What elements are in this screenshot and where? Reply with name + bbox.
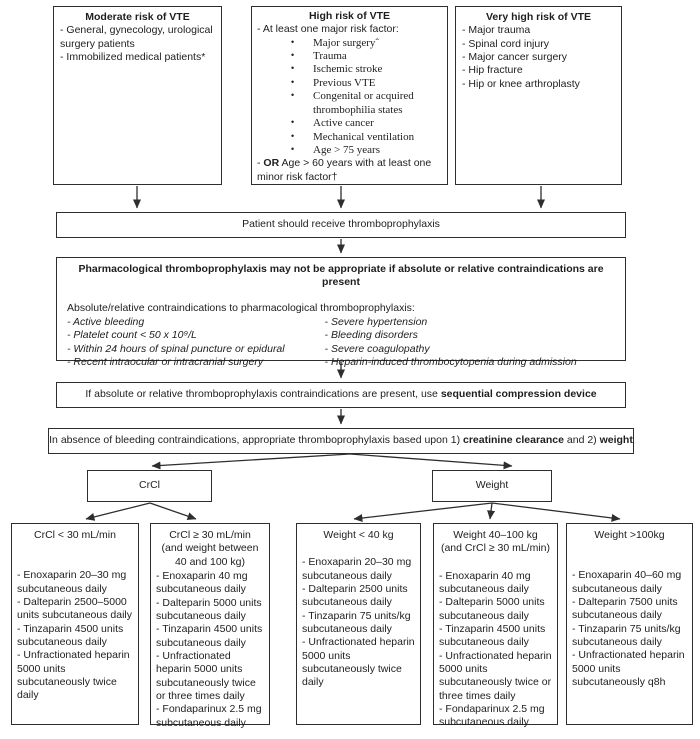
arrow bbox=[152, 454, 350, 466]
contraindication-item: - Within 24 hours of spinal puncture or epidural bbox=[67, 342, 285, 355]
sequential-compression-text: If absolute or relative thromboprophylaxis contraindications are present, use sequential compression device bbox=[85, 388, 597, 401]
protocol-title: Weight 40–100 kg bbox=[453, 529, 538, 541]
risk-bullet: • Major surgeryˆ bbox=[285, 37, 442, 50]
contraindication-item: - Recent intraocular or intracranial surgery bbox=[67, 355, 264, 368]
risk-bullet: • Active cancer bbox=[285, 117, 442, 130]
protocol-title: Weight < 40 kg bbox=[323, 529, 394, 541]
contraindication-item: - Heparin-induced thrombocytopenia during admission bbox=[324, 355, 577, 368]
bullet-icon: • bbox=[291, 117, 295, 128]
contraindications-intro: Absolute/relative contraindications to pharmacological thromboprophylaxis: bbox=[67, 301, 415, 314]
risk-box-very-high bbox=[455, 6, 622, 185]
protocol-box-crcl-normal bbox=[150, 523, 270, 729]
drug-item: - Tinzaparin 4500 units subcutaneous daily bbox=[439, 622, 546, 649]
risk-item: - Major trauma bbox=[462, 24, 531, 37]
protocol-box-weight-low bbox=[296, 523, 421, 725]
protocol-box-weight-mid bbox=[433, 523, 558, 729]
risk-box-very-high-title: Very high risk of VTE bbox=[485, 11, 592, 23]
risk-item: - Hip or knee arthroplasty bbox=[462, 77, 580, 90]
protocol-items bbox=[439, 570, 552, 730]
prophylaxis-basis-box bbox=[48, 428, 634, 454]
receive-text: Patient should receive thromboprophylaxis bbox=[242, 218, 440, 231]
drug-item: - Dalteparin 2500–5000 units subcutaneous daily bbox=[17, 595, 132, 622]
weight-branch-label: Weight bbox=[475, 479, 509, 492]
drug-item: - Unfractionated heparin 5000 units subcutaneously twice or three times daily bbox=[439, 649, 552, 702]
drug-item: - Fondaparinux 2.5 mg subcutaneous daily bbox=[439, 702, 545, 729]
drug-item: - Enoxaparin 20–30 mg subcutaneous daily bbox=[302, 556, 412, 582]
protocol-subtitle: (and weight between 40 and 100 kg) bbox=[161, 542, 259, 568]
prophylaxis-basis-text: In absence of bleeding contraindications, appropriate thromboprophylaxis based upon 1) creatinine clearance and 2) weight bbox=[49, 434, 633, 447]
drug-item: - Enoxaparin 40 mg subcutaneous daily bbox=[439, 569, 531, 595]
risk-footer: - OR Age > 60 years with at least one minor risk factor† bbox=[257, 157, 432, 183]
drug-item: - Dalteparin 7500 units subcutaneous daily bbox=[572, 595, 678, 622]
arrow bbox=[490, 503, 492, 519]
drug-item: - Tinzaparin 4500 units subcutaneous daily bbox=[17, 622, 124, 648]
arrow bbox=[354, 503, 492, 519]
contraindication-item: - Severe hypertension bbox=[324, 315, 428, 328]
contraindication-item: - Severe coagulopathy bbox=[324, 342, 430, 355]
drug-item: - Unfractionated heparin 5000 units subcutaneously twice or three times daily bbox=[156, 649, 256, 702]
bullet-icon: • bbox=[291, 143, 295, 154]
contraindications-title: Pharmacological thromboprophylaxis may not be appropriate if absolute or relative contraindications are present bbox=[78, 263, 604, 289]
contraindication-item: - Bleeding disorders bbox=[324, 329, 418, 342]
risk-item: - Immobilized medical patients* bbox=[60, 50, 206, 63]
risk-box-moderate bbox=[53, 6, 222, 185]
crcl-branch-box bbox=[87, 470, 212, 502]
risk-item: - Major cancer surgery bbox=[462, 50, 568, 63]
drug-item: - Unfractionated heparin 5000 units subcutaneously q8h bbox=[572, 649, 685, 688]
bullet-icon: • bbox=[291, 130, 295, 141]
drug-item: - Dalteparin 2500 units subcutaneous daily bbox=[302, 582, 408, 609]
risk-bullet: • Ischemic stroke bbox=[285, 63, 442, 76]
protocol-title: CrCl ≥ 30 mL/min bbox=[169, 529, 251, 541]
protocol-title: CrCl < 30 mL/min bbox=[34, 529, 116, 541]
risk-bullet: • Age > 75 years bbox=[285, 144, 442, 157]
sequential-compression-box bbox=[56, 382, 626, 408]
crcl-branch-label: CrCl bbox=[139, 479, 160, 492]
protocol-box-crcl-low bbox=[11, 523, 139, 725]
risk-bullet: • Congenital or acquired thrombophilia states bbox=[285, 90, 442, 117]
contraindication-item: - Active bleeding bbox=[67, 315, 145, 328]
drug-item: - Enoxaparin 40–60 mg subcutaneous daily bbox=[572, 569, 682, 595]
drug-item: - Tinzaparin 4500 units subcutaneous daily bbox=[156, 623, 263, 649]
protocol-items bbox=[572, 569, 687, 689]
drug-item: - Unfractionated heparin 5000 units subcutaneously twice daily bbox=[17, 649, 130, 702]
drug-item: - Enoxaparin 20–30 mg subcutaneous daily bbox=[17, 569, 127, 595]
risk-item: - General, gynecology, urological surgery patients bbox=[60, 24, 213, 50]
contraindications-box bbox=[56, 257, 626, 368]
drug-item: - Tinzaparin 75 units/kg subcutaneous daily bbox=[572, 622, 681, 648]
contraindication-item: - Platelet count < 50 x 10⁹/L bbox=[67, 329, 197, 342]
arrow bbox=[350, 454, 512, 466]
bullet-icon: • bbox=[291, 90, 295, 101]
risk-item: - Spinal cord injury bbox=[462, 37, 549, 50]
protocol-items bbox=[156, 570, 264, 730]
risk-item: - Hip fracture bbox=[462, 64, 523, 77]
protocol-box-weight-high bbox=[566, 523, 693, 725]
risk-bullet: • Previous VTE bbox=[285, 77, 442, 90]
bullet-icon: • bbox=[291, 63, 295, 74]
arrow bbox=[150, 503, 196, 519]
arrow bbox=[86, 503, 150, 519]
bullet-icon: • bbox=[291, 36, 295, 47]
risk-box-high bbox=[251, 6, 448, 185]
protocol-subtitle: (and CrCl ≥ 30 mL/min) bbox=[440, 542, 551, 555]
protocol-items bbox=[302, 556, 415, 689]
contraindications-left-column bbox=[67, 316, 325, 369]
receive-thromboprophylaxis-box bbox=[56, 212, 626, 238]
protocol-items bbox=[17, 569, 133, 702]
risk-intro: - At least one major risk factor: bbox=[257, 23, 399, 36]
risk-box-moderate-title: Moderate risk of VTE bbox=[85, 11, 190, 23]
arrow bbox=[492, 503, 620, 519]
protocol-title: Weight >100kg bbox=[594, 529, 665, 541]
drug-item: - Unfractionated heparin 5000 units subcutaneously twice daily bbox=[302, 636, 415, 689]
risk-bullet: • Trauma bbox=[285, 50, 442, 63]
bullet-icon: • bbox=[291, 50, 295, 61]
drug-item: - Tinzaparin 75 units/kg subcutaneous daily bbox=[302, 609, 411, 635]
drug-item: - Fondaparinux 2.5 mg subcutaneous daily bbox=[156, 703, 262, 729]
contraindications-columns bbox=[67, 316, 615, 369]
bullet-icon: • bbox=[291, 76, 295, 87]
drug-item: - Dalteparin 5000 units subcutaneous daily bbox=[156, 596, 262, 622]
contraindications-right-column bbox=[325, 316, 615, 369]
drug-item: - Dalteparin 5000 units subcutaneous daily bbox=[439, 596, 545, 622]
drug-item: - Enoxaparin 40 mg subcutaneous daily bbox=[156, 569, 248, 596]
risk-bullet: • Mechanical ventilation bbox=[285, 131, 442, 144]
weight-branch-box bbox=[432, 470, 552, 502]
risk-box-high-title: High risk of VTE bbox=[308, 10, 391, 22]
